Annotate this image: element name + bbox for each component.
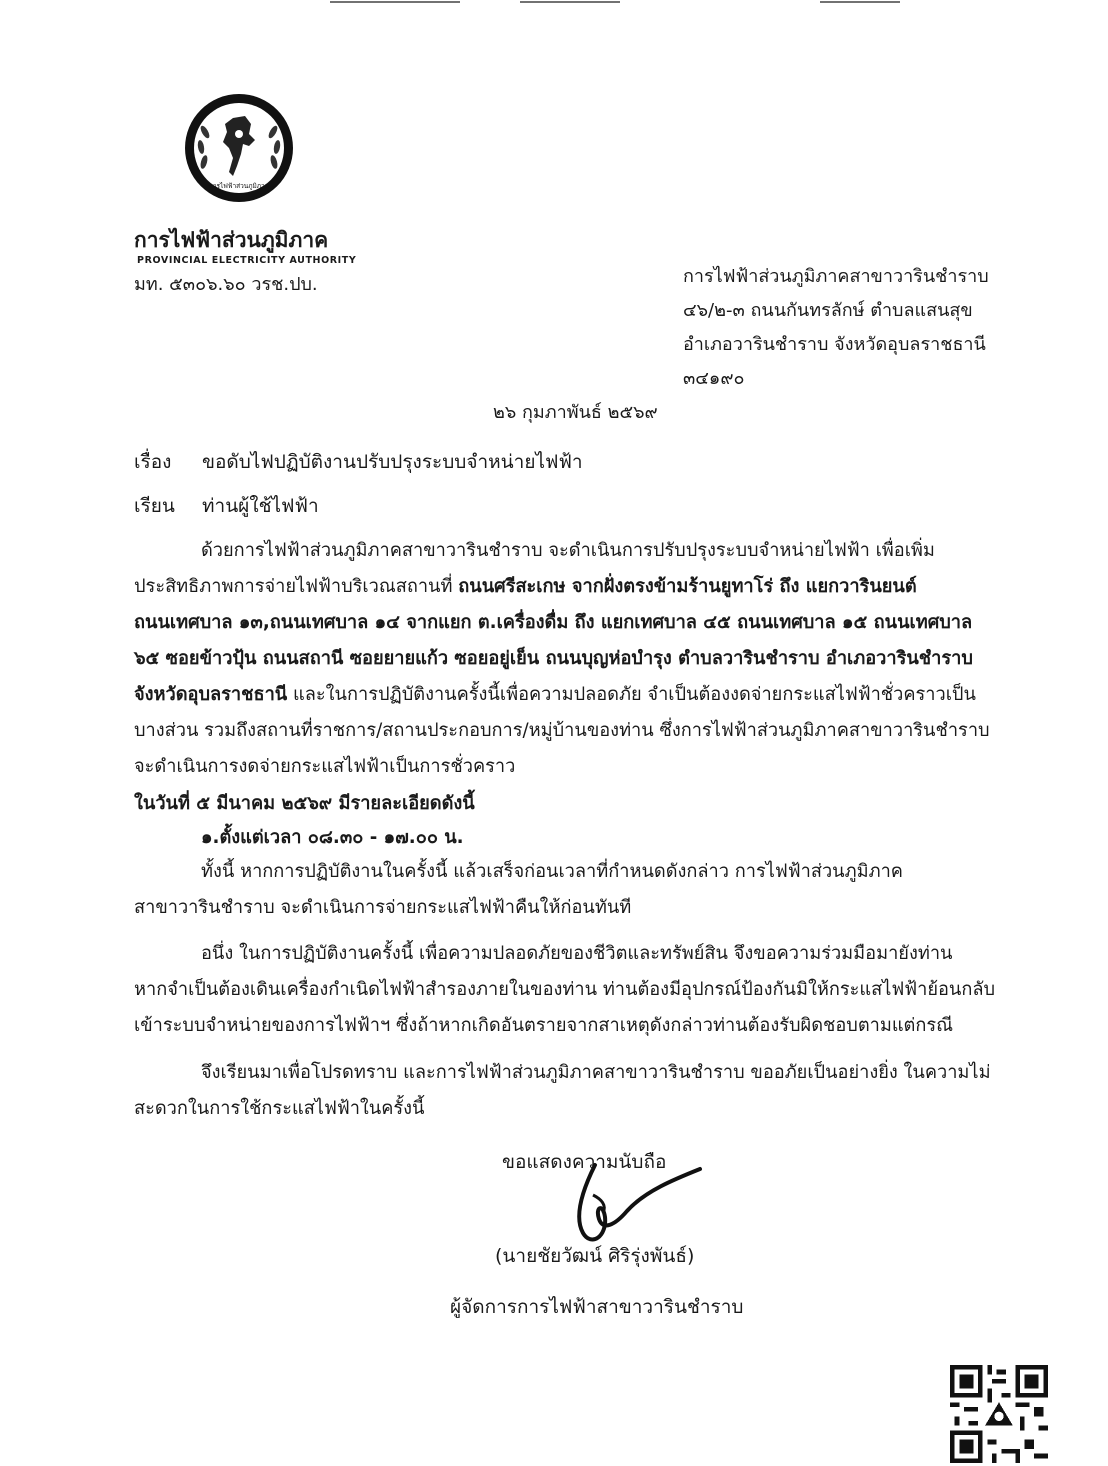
recipient-text: ท่านผู้ใช้ไฟฟ้า — [202, 495, 319, 517]
qr-code-icon — [950, 1365, 1048, 1463]
body-line: ด้วยการไฟฟ้าส่วนภูมิภาคสาขาวารินชำราบ จะดำเนินการปรับปรุงระบบจำหน่ายไฟฟ้า เพื่อเพิ่ม — [201, 540, 935, 561]
org-name-english: PROVINCIAL ELECTRICITY AUTHORITY — [137, 255, 357, 266]
subject-label: เรื่อง — [134, 451, 172, 473]
outage-date: ในวันที่ ๕ มีนาคม ๒๕๖๙ — [134, 793, 333, 814]
body-line: เข้าระบบจำหน่ายของการไฟฟ้าฯ ซึ่งถ้าหากเกิดอันตรายจากสาเหตุดังกล่าวท่านต้องรับผิดชอบตามแต่กรณี — [134, 1015, 954, 1036]
signer-title: ผู้จัดการการไฟฟ้าสาขาวารินชำราบ — [450, 1296, 744, 1318]
paragraph-intro — [134, 533, 1040, 785]
paragraph-early-restore — [134, 854, 1040, 926]
body-line: ทั้งนี้ หากการปฏิบัติงานในครั้งนี้ แล้วเสร็จก่อนเวลาที่กำหนดดังกล่าว การไฟฟ้าส่วนภูมิภาค — [201, 861, 903, 882]
address-postcode: ๓๔๑๙๐ — [683, 368, 745, 389]
body-line: สาขาวารินชำราบ จะดำเนินการจ่ายกระแสไฟฟ้าคืนให้ก่อนทันที — [134, 897, 632, 918]
outage-time: ๑.ตั้งแต่เวลา ๐๘.๓๐ - ๑๗.๐๐ น. — [201, 827, 464, 848]
org-name-thai: การไฟฟ้าส่วนภูมิภาค — [134, 228, 329, 252]
subject-text: ขอดับไฟปฏิบัติงานปรับปรุงระบบจำหน่ายไฟฟ้า — [202, 451, 583, 473]
body-text: ประสิทธิภาพการจ่ายไฟฟ้าบริเวณสถานที่ — [134, 576, 459, 597]
document-reference: มท. ๕๓๐๖.๖๐ วรช.ปบ. — [134, 274, 318, 295]
address-line-1: การไฟฟ้าส่วนภูมิภาคสาขาวารินชำราบ — [683, 266, 989, 287]
recipient-label: เรียน — [134, 495, 175, 517]
body-text: และในการปฏิบัติงานครั้งนี้เพื่อความปลอดภัย จำเป็นต้องงดจ่ายกระแสไฟฟ้าชั่วคราวเป็น — [287, 684, 976, 705]
body-line: อนึ่ง ในการปฏิบัติงานครั้งนี้ เพื่อความปลอดภัยของชีวิตและทรัพย์สิน จึงขอความร่วมมือมายังท่าน — [201, 943, 953, 964]
body-line: จะดำเนินการงดจ่ายกระแสไฟฟ้าเป็นการชั่วคราว — [134, 756, 516, 777]
province-text: จังหวัดอุบลราชธานี — [134, 684, 288, 705]
location-line: ๖๕ ซอยข้าวปุ้น ถนนสถานี ซอยยายแก้ว ซอยอยู่เย็น ถนนบุญห่อบำรุง ตำบลวารินชำราบ อำเภอวารินชำราบ — [134, 648, 973, 669]
outage-time-line — [201, 820, 1107, 856]
letter-date: ๒๖ กุมภาพันธ์ ๒๕๖๙ — [493, 402, 658, 423]
body-line: หากจำเป็นต้องเดินเครื่องกำเนิดไฟฟ้าสำรองภายในของท่าน ท่านต้องมีอุปกรณ์ป้องกันมิให้กระแสไฟฟ้าย้อนกลับ — [134, 979, 996, 1000]
scan-edge-line — [0, 0, 1108, 6]
body-line: สะดวกในการใช้กระแสไฟฟ้าในครั้งนี้ — [134, 1098, 425, 1119]
outage-detail-intro: มีรายละเอียดดังนี้ — [332, 793, 475, 814]
location-text: ถนนศรีสะเกษ จากฝั่งตรงข้ามร้านยูทาโร่ ถึง แยกวารินยนต์ — [458, 576, 917, 597]
location-line: ถนนเทศบาล ๑๓,ถนนเทศบาล ๑๔ จากแยก ต.เครื่องดื่ม ถึง แยกเทศบาล ๔๕ ถนนเทศบาล ๑๕ ถนนเทศบาล — [134, 612, 973, 633]
address-line-2: ๔๖/๒-๓ ถนนกันทรลักษ์ ตำบลแสนสุข — [683, 300, 973, 321]
body-line — [134, 677, 1040, 713]
body-line: บางส่วน รวมถึงสถานที่ราชการ/สถานประกอบการ/หมู่บ้านของท่าน ซึ่งการไฟฟ้าส่วนภูมิภาคสาขาวารินชำราบ — [134, 720, 990, 741]
paragraph-closing — [134, 1055, 1040, 1127]
outage-date-line — [134, 786, 1040, 822]
body-line — [134, 569, 1040, 605]
closing-salutation: ขอแสดงความนับถือ — [502, 1151, 667, 1173]
svg-text:การไฟฟ้าส่วนภูมิภาค: การไฟฟ้าส่วนภูมิภาค — [208, 182, 270, 190]
paragraph-safety — [134, 936, 1040, 1044]
pea-emblem-icon — [183, 92, 295, 204]
signature-icon — [555, 1155, 705, 1250]
signer-name: (นายชัยวัฒน์ ศิริรุ่งพันธ์) — [495, 1245, 695, 1267]
address-line-3: อำเภอวารินชำราบ จังหวัดอุบลราชธานี — [683, 334, 986, 355]
body-line: จึงเรียนมาเพื่อโปรดทราบ และการไฟฟ้าส่วนภูมิภาคสาขาวารินชำราบ ขออภัยเป็นอย่างยิ่ง ในความไม่ — [201, 1062, 991, 1083]
